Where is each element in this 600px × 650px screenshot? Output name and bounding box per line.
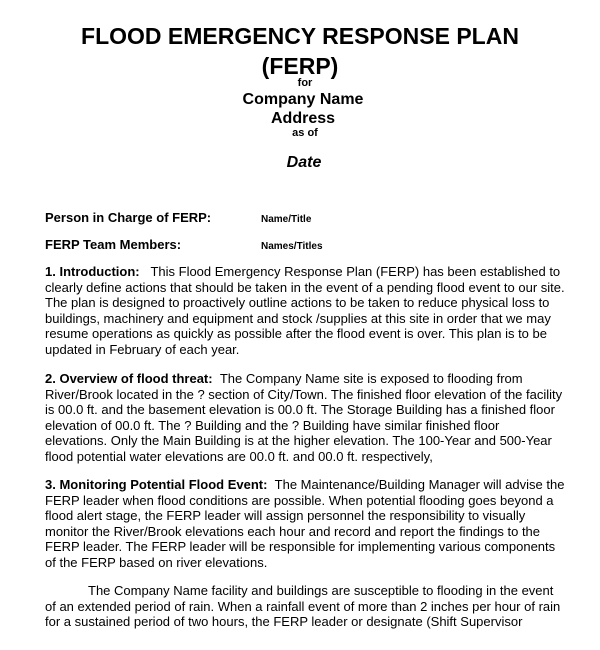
closing-paragraph (45, 583, 565, 630)
section-heading: 3. Monitoring Potential Flood Event: (45, 477, 268, 492)
section-body: This Flood Emergency Response Plan (FERP) has been established to clearly define actions that should be taken in the event of a pending flood event to our site. The plan is designed to proactively outline actions to be taken to reduce physical loss to buildings, machinery and equipment and stock /supplies at this site in order that we may resume operations as quickly as possible after the flood event is over. This plan is to be updated in February of each year. (45, 264, 565, 357)
section-monitoring (45, 477, 565, 570)
section-heading: 1. Introduction: (45, 264, 140, 279)
section-body: The Maintenance/Building Manager will advise the FERP leader when flood conditions are possible. When potential flooding goes beyond a flood alert stage, the FERP leader will assign personnel the responsibility to visually monitor the River/Brook elevations each hour and record and report the findings to the FERP leader. The FERP leader will be responsible for implementing various components of the FERP based on river elevations. (45, 477, 565, 570)
team-members-row (45, 237, 323, 255)
section-flood-threat (45, 371, 565, 464)
team-members-value: Names/Titles (261, 241, 323, 252)
as-of-label: as of (292, 127, 318, 139)
closing-paragraph-text: The Company Name facility and buildings are susceptible to flooding in the event of an extended period of rain. When a rainfall event of more than 2 inches per hour of rain for a sustained period of two hours, the FERP leader or designate (Shift Supervisor (45, 583, 561, 629)
document-title-acronym: (FERP) (261, 53, 339, 79)
person-in-charge-label: Person in Charge of FERP: (45, 210, 212, 225)
company-name: Company Name (242, 91, 364, 108)
document-title: FLOOD EMERGENCY RESPONSE PLAN (81, 23, 519, 49)
section-body: The Company Name site is exposed to flooding from River/Brook located in the ? section of City/Town. The finished floor elevation of the facility is 00.0 ft. and the basement elevation is 00.0 ft. The Storage Building has a finished floor elevation of 00.0 ft. The ? Building and the ? Building have similar finished floor elevations. Only the Main Building is at the higher elevation. The 100-Year and 500-Year flood potential water elevations are 00.0 ft. and 00.0 ft. respectively, (45, 371, 563, 464)
person-in-charge-value: Name/Title (261, 214, 312, 225)
section-introduction (45, 264, 565, 357)
team-members-label: FERP Team Members: (45, 237, 182, 252)
person-in-charge-row (45, 210, 311, 228)
section-heading: 2. Overview of flood threat: (45, 371, 213, 386)
for-label: for (297, 77, 313, 89)
company-address: Address (270, 110, 336, 127)
plan-date: Date (286, 154, 322, 171)
